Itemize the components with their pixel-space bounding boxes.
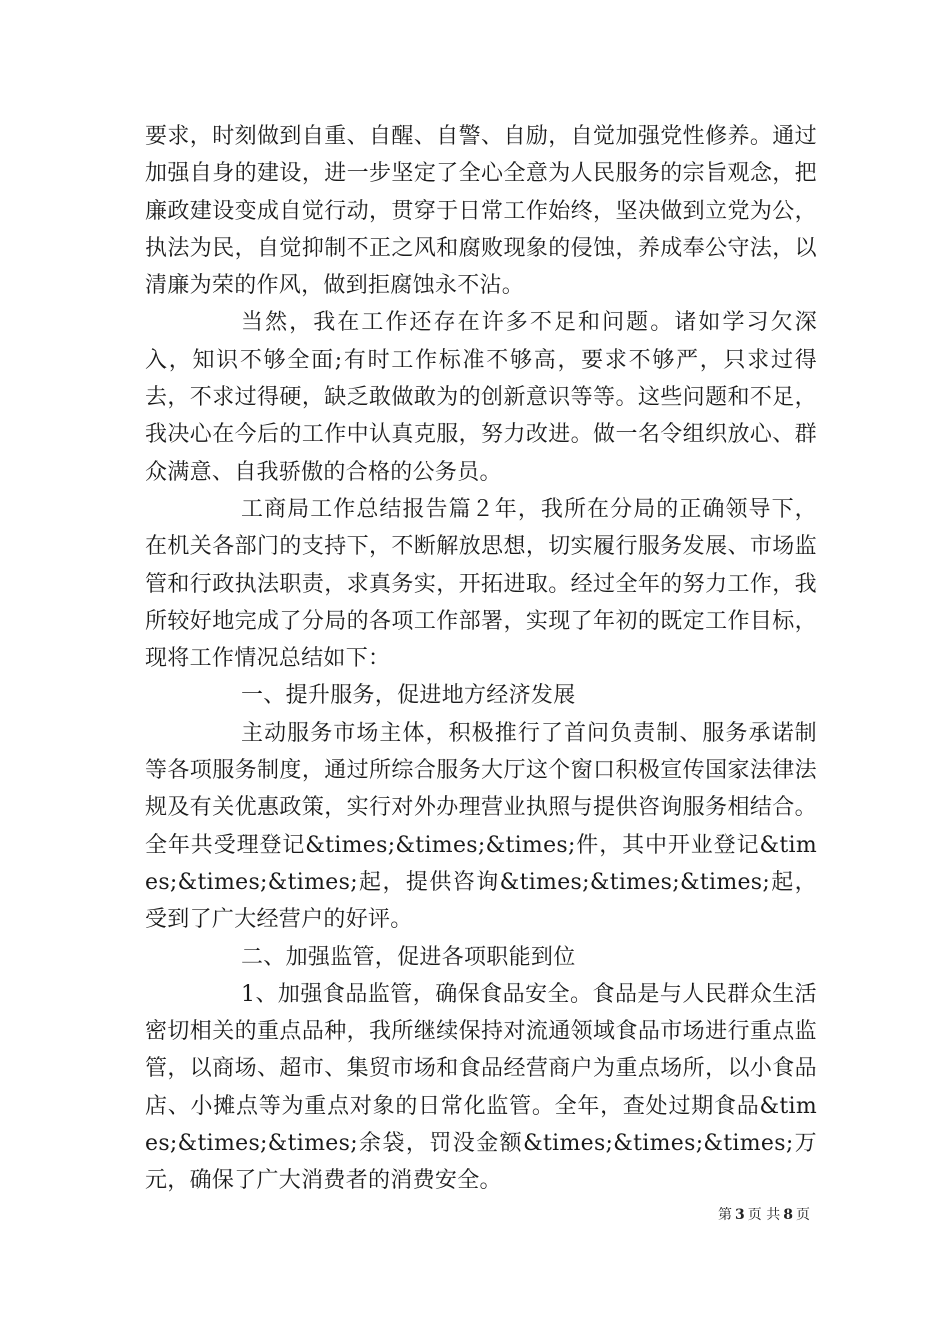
footer-prefix: 第 xyxy=(718,1207,733,1223)
footer-suffix: 页 xyxy=(796,1207,810,1223)
section-heading-2: 二、加强监管，促进各项职能到位 xyxy=(241,944,576,970)
paragraph-2: 当然，我在工作还存在许多不足和问题。诸如学习欠深入，知识不够全面;有时工作标准不够高，要求不够严，只求过得去，不求过得硬，缺乏敢做敢为的创新意识等等。这些问题和不足，我决心在今后的工作中认真克服，努力改进。做一名令组织放心、群众满意、自我骄傲的合格的公务员。 xyxy=(145,310,817,485)
paragraph-4: 主动服务市场主体，积极推行了首问负责制、服务承诺制等各项服务制度，通过所综合服务大厅这个窗口积极宣传国家法律法规及有关优惠政策，实行对外办理营业执照与提供咨询服务相结合。全年共受理登记&times;&times;&times;件，其中开业登记&times;&times;&times;起，提供咨询&times;&times;&times;起，受到了广大经营户的好评。 xyxy=(145,720,817,933)
page-footer xyxy=(640,1204,810,1224)
paragraph-5: 1、加强食品监管，确保食品安全。食品是与人民群众生活密切相关的重点品种，我所继续保持对流通领域食品市场进行重点监管，以商场、超市、集贸市场和食品经营商户为重点场所，以小食品店、小摊点等为重点对象的日常化监管。全年，查处过期食品&times;&times;&times;余袋，罚没金额&times;&times;&times;万元，确保了广大消费者的消费安全。 xyxy=(145,981,817,1194)
paragraph-3: 工商局工作总结报告篇２年，我所在分局的正确领导下，在机关各部门的支持下，不断解放思想，切实履行服务发展、市场监管和行政执法职责，求真务实，开拓进取。经过全年的努力工作，我所较好地完成了分局的各项工作部署，实现了年初的既定工作目标，现将工作情况总结如下： xyxy=(145,496,817,672)
paragraph-1: 要求，时刻做到自重、自醒、自警、自励，自觉加强党性修养。通过加强自身的建设，进一步坚定了全心全意为人民服务的宗旨观念，把廉政建设变成自觉行动，贯穿于日常工作始终，坚决做到立党为公，执法为民，自觉抑制不正之风和腐败现象的侵蚀，养成奉公守法，以清廉为荣的作风，做到拒腐蚀永不沾。 xyxy=(145,124,817,299)
document-body xyxy=(145,118,817,1200)
footer-current-page: 3 xyxy=(735,1207,745,1223)
section-heading-1: 一、提升服务，促进地方经济发展 xyxy=(241,683,576,709)
footer-total-pages: 8 xyxy=(783,1207,793,1223)
footer-middle: 页 共 xyxy=(747,1207,781,1223)
